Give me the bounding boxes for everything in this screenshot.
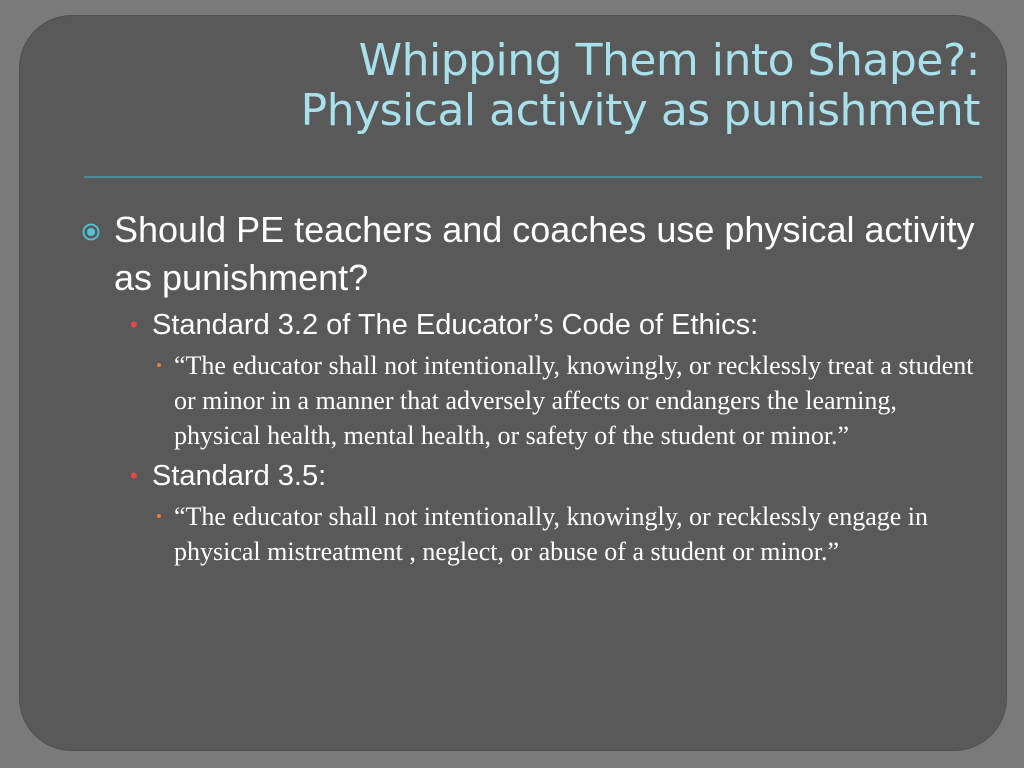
standard-3-2-label: Standard 3.2 of The Educator’s Code of Ethics:: [152, 309, 759, 341]
bullet-dot-icon: •: [156, 507, 162, 526]
bullet-dot-icon: •: [156, 356, 162, 375]
slide-title: [80, 36, 980, 136]
bullet-dot-icon: •: [130, 463, 138, 488]
slide-title-line-2: Physical activity as punishment: [300, 85, 980, 136]
title-divider: [84, 176, 982, 178]
bullet-level2-standard-3-2: [80, 308, 980, 342]
standard-3-5-label: Standard 3.5:: [152, 460, 327, 492]
bullet-level2-standard-3-5: [80, 459, 980, 493]
bullet-level3-standard-3-5-quote: [80, 499, 980, 569]
main-question-text: Should PE teachers and coaches use physical activity as punishment?: [114, 209, 975, 298]
slide-title-line-1: Whipping Them into Shape?:: [358, 35, 980, 86]
standard-3-5-quote: “The educator shall not intentionally, knowingly, or recklessly engage in physical mistreatment , neglect, or abuse of a student or minor.”: [174, 502, 929, 566]
standard-3-2-quote: “The educator shall not intentionally, knowingly, or recklessly treat a student or minor in a manner that adversely affects or endangers the learning, physical health, mental health, or safety of the student or minor.”: [174, 351, 974, 450]
slide-body: [80, 206, 980, 573]
bullet-level1-question: [80, 206, 980, 302]
slide-panel: [20, 16, 1006, 750]
bullet-level3-standard-3-2-quote: [80, 348, 980, 453]
bullet-dot-icon: •: [130, 312, 138, 337]
circled-dot-icon: [82, 223, 100, 241]
